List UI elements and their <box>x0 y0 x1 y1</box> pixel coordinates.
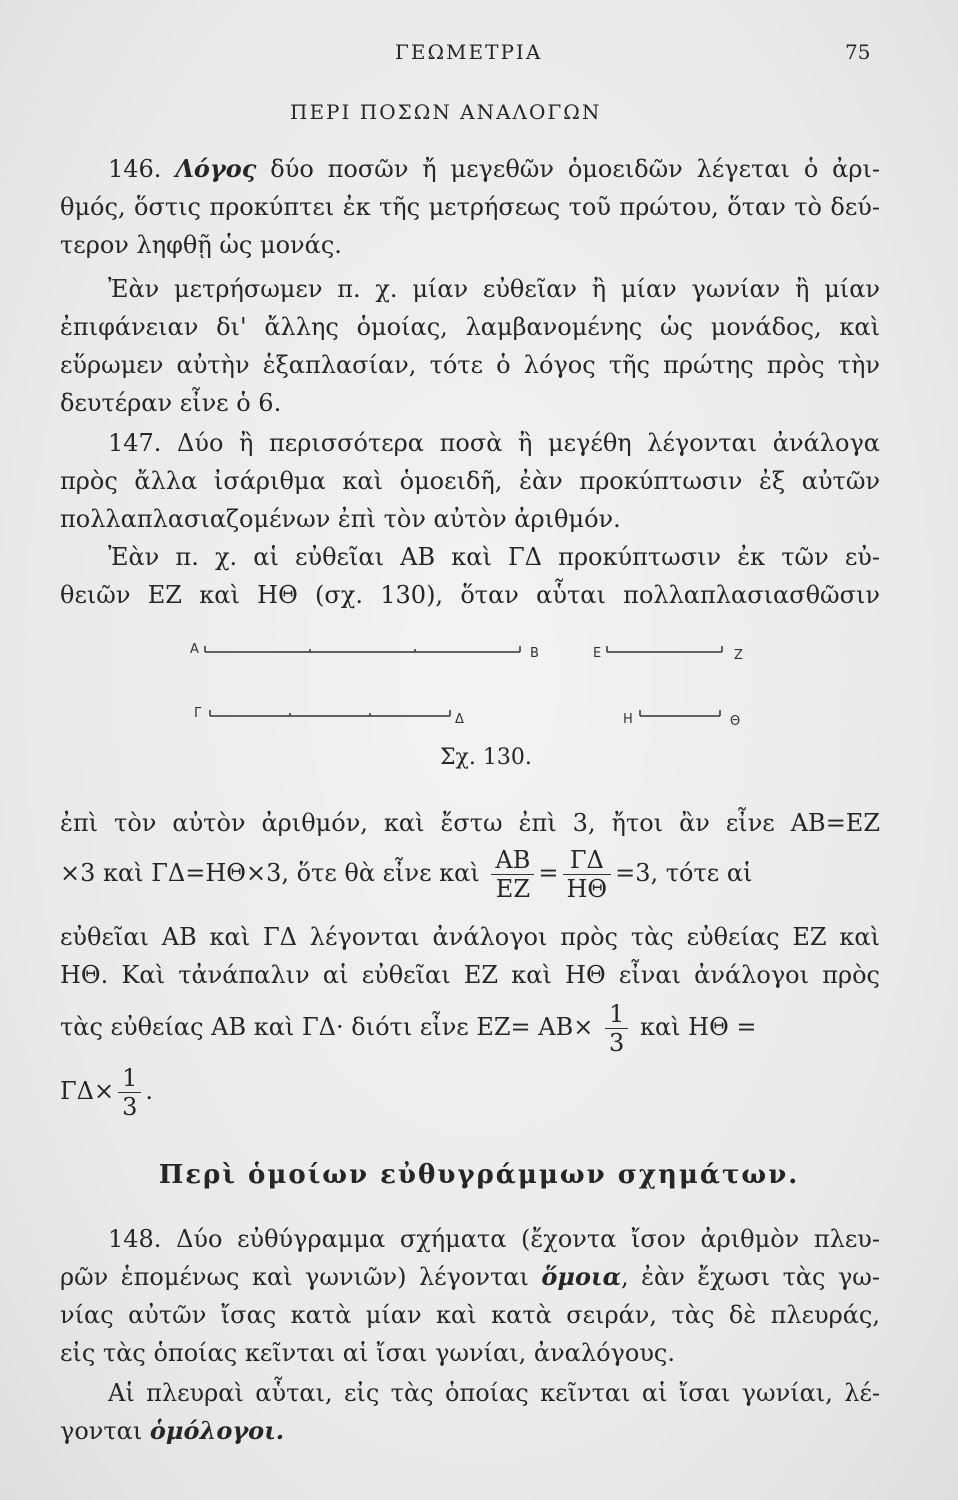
point-label-a: Α <box>190 642 199 657</box>
page-header <box>0 38 958 78</box>
point-label-th: Θ <box>730 714 741 729</box>
paragraph-146 <box>60 150 880 264</box>
section-title: ΠΕΡΙ ΠΟΣΩΝ ΑΝΑΛΟΓΩΝ <box>290 100 602 124</box>
paragraph-147-example <box>60 538 880 614</box>
text-line: εὕρωμεν αὐτὴν ἑξαπλασίαν, τότε ὁ λόγος τῆς πρώτης πρὸς τὴν <box>60 351 880 379</box>
text-run: , ἐὰν ἔχωσι τὰς γω- <box>621 1263 880 1291</box>
fraction-denominator: 3 <box>122 1093 138 1121</box>
formula-line <box>60 1000 880 1060</box>
point-label-b: Β <box>530 646 539 661</box>
text-run: ΓΔ× <box>60 1077 115 1105</box>
text-line: Ἐὰν μετρήσωμεν π. χ. μίαν εὐθεῖαν ἢ μίαν γωνίαν ἢ μίαν <box>108 275 880 303</box>
text-line: ἐπιφάνειαν δι' ἄλλης ὁμοίας, λαμβανομένης ὡς μονάδος, καὶ <box>60 313 880 341</box>
fraction-denominator: ΗΘ <box>566 875 608 903</box>
point-label-h: Η <box>623 712 633 727</box>
paragraph-number: 146. <box>108 155 162 183</box>
text-line: Ἐὰν π. χ. αἱ εὐθεῖαι ΑΒ καὶ ΓΔ προκύπτωσιν ἐκ τῶν εὐ- <box>108 543 880 571</box>
fraction-numerator: 1 <box>118 1064 141 1093</box>
text-line: 148. Δύο εὐθύγραμμα σχήματα (ἔχοντα ἴσον ἀριθμὸν πλευ- <box>108 1225 880 1253</box>
text-line: θειῶν ΕΖ καὶ ΗΘ (σχ. 130), ὅταν αὗται πολλαπλασιασθῶσιν <box>60 581 880 609</box>
text-line: δευτέραν εἶνε ὁ 6. <box>60 389 282 417</box>
defined-term: ὁμόλογοι. <box>149 1416 285 1445</box>
paragraph-147-conclusion <box>60 918 880 994</box>
fraction-denominator: ΕΖ <box>495 875 530 903</box>
text-run: ρῶν ἑπομένως καὶ γωνιῶν) λέγονται <box>60 1263 529 1291</box>
paragraph-147-continued <box>60 804 880 842</box>
text-line <box>60 1258 880 1296</box>
running-title: ΓΕΩΜΕΤΡΙΑ <box>395 40 543 64</box>
text-run: καὶ ΗΘ = <box>639 1013 757 1041</box>
text-run: . <box>145 1077 154 1105</box>
fraction-numerator: ΓΔ <box>563 846 612 875</box>
text-line: πρὸς ἄλλα ἰσάριθμα καὶ ὁμοειδῆ, ἐὰν προκύπτωσιν ἐξ αὐτῶν <box>60 467 880 495</box>
text-line: πολλαπλασιαζομένων ἐπὶ τὸν αὐτὸν ἀριθμόν. <box>60 505 621 533</box>
text-line: θμός, ὅστις προκύπτει ἐκ τῆς μετρήσεως τοῦ πρώτου, ὅταν τὸ δεύ- <box>60 193 880 221</box>
paragraph-148 <box>60 1220 880 1372</box>
text-run: τὰς εὐθείας ΑΒ καὶ ΓΔ· διότι εἶνε ΕΖ= ΑΒ× <box>60 1013 594 1041</box>
fraction-gd-hth <box>563 846 612 903</box>
formula-line <box>60 1064 880 1124</box>
text-line: τερον ληφθῇ ὡς μονάς. <box>60 231 342 259</box>
formula-line: ×3 καὶ ΓΔ=ΗΘ×3, ὅτε θὰ εἶνε καὶ $\frac{AB}{EZ}$ = $\frac{\Gamma\Delta}{H\Theta}$ =3, τότε αἱ <box>60 846 753 903</box>
figure-130 <box>0 640 958 790</box>
subsection-heading: Περὶ ὁμοίων εὐθυγράμμων σχημάτων. <box>158 1160 800 1190</box>
text-line <box>60 1412 880 1450</box>
text-line: ΗΘ. Καὶ τἀνάπαλιν αἱ εὐθεῖαι ΕΖ καὶ ΗΘ εἶναι ἀνάλογοι πρὸς <box>60 961 880 989</box>
paragraph-148-b <box>60 1374 880 1450</box>
paragraph-147 <box>60 424 880 538</box>
point-label-e: Ε <box>593 646 602 661</box>
paragraph-146-example <box>60 270 880 422</box>
fraction-one-third <box>118 1064 141 1121</box>
text-line: εὐθεῖαι ΑΒ καὶ ΓΔ λέγονται ἀνάλογοι πρὸς τὰς εὐθείας ΕΖ καὶ <box>60 923 880 951</box>
point-label-d: Δ <box>455 712 464 727</box>
text-line: εἰς τὰς ὁποίας κεῖνται αἱ ἴσαι γωνίαι, ἀναλόγους. <box>60 1339 675 1367</box>
fraction-ab-ez <box>491 846 534 903</box>
point-label-g: Γ <box>194 706 202 721</box>
fraction-denominator: 3 <box>609 1029 625 1057</box>
fraction-numerator: ΑΒ <box>491 846 534 875</box>
segments-diagram <box>0 640 958 750</box>
text-run: δύο ποσῶν ἤ μεγεθῶν ὁμοειδῶν λέγεται ὁ ἀρι- <box>256 155 880 183</box>
defined-term: Λόγος <box>175 154 257 183</box>
fraction-one-third <box>605 1000 628 1057</box>
text-run: =3, τότε αἱ <box>615 859 753 887</box>
point-label-z: Ζ <box>734 648 743 663</box>
figure-caption: Σχ. 130. <box>440 745 532 770</box>
text-line: Αἱ πλευραὶ αὗται, εἰς τὰς ὁποίας κεῖνται αἱ ἴσαι γωνίαι, λέ- <box>108 1379 880 1407</box>
text-run: γονται <box>60 1417 143 1445</box>
text-line <box>60 150 880 188</box>
text-line: 147. Δύο ἢ περισσότερα ποσὰ ἢ μεγέθη λέγονται ἀνάλογα <box>108 429 880 457</box>
text-line: ἐπὶ τὸν αὐτὸν ἀριθμόν, καὶ ἔστω ἐπὶ 3, ἤτοι ἂν εἶνε ΑΒ=ΕΖ <box>60 809 880 837</box>
text-line: νίας αὐτῶν ἴσας κατὰ μίαν καὶ κατὰ σειράν, τὰς δὲ πλευράς, <box>60 1301 880 1329</box>
fraction-numerator: 1 <box>605 1000 628 1029</box>
defined-term: ὅμοια <box>541 1262 622 1291</box>
text-run: ×3 καὶ ΓΔ=ΗΘ×3, ὅτε θὰ εἶνε καὶ <box>60 859 480 887</box>
page-number: 75 <box>845 40 871 64</box>
